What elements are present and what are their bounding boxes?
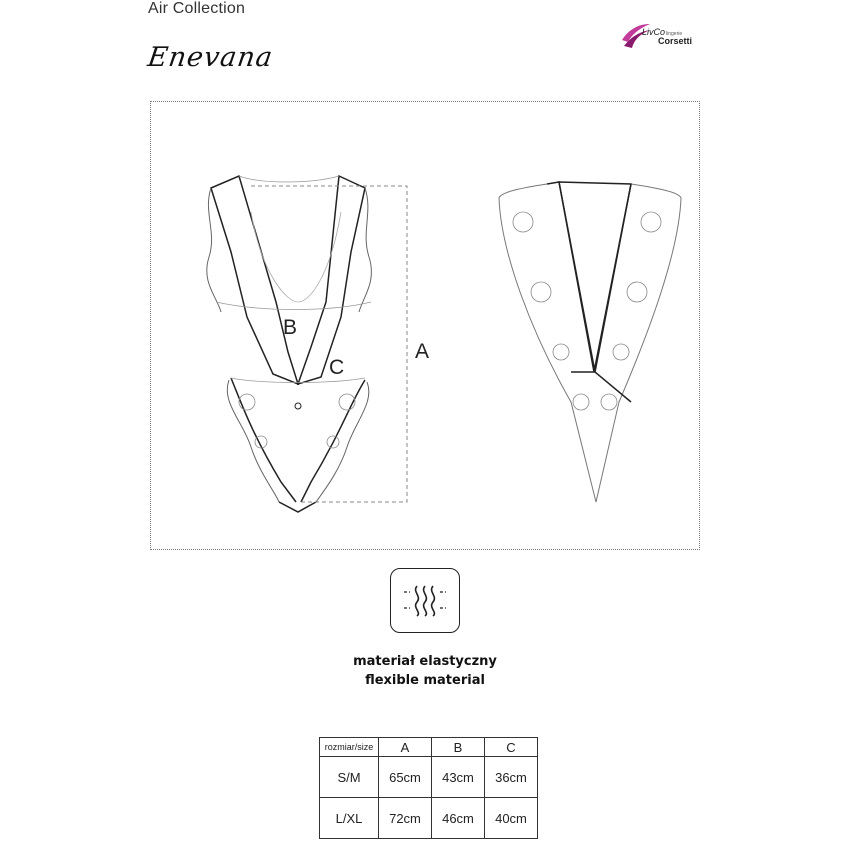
table-row <box>320 757 538 798</box>
product-name: Enevana <box>145 42 276 73</box>
size-value: 36cm <box>485 757 538 798</box>
size-label: L/XL <box>320 798 379 839</box>
back-view-drawing <box>499 182 681 502</box>
size-table-header <box>320 738 538 757</box>
size-table <box>319 737 538 839</box>
dimension-c-label: C <box>329 356 345 379</box>
size-label: S/M <box>320 757 379 798</box>
column-header-a: A <box>379 738 432 757</box>
size-value: 40cm <box>485 798 538 839</box>
front-view-drawing <box>207 176 372 512</box>
stretch-fabric-icon <box>390 568 460 633</box>
size-value: 72cm <box>379 798 432 839</box>
column-header-b: B <box>432 738 485 757</box>
dimension-a-label: A <box>415 340 430 363</box>
material-label-en: flexible material <box>365 673 485 688</box>
material-label-pl: materiał elastyczny <box>353 654 497 669</box>
collection-title: Air Collection <box>148 0 246 17</box>
size-value: 43cm <box>432 757 485 798</box>
dimension-b-label: B <box>283 316 298 339</box>
brand-name-livco: LivCo <box>642 27 666 37</box>
brand-logo <box>620 16 700 56</box>
size-table-corner: rozmiar/size <box>320 738 379 757</box>
garment-diagram <box>150 101 700 550</box>
brand-subtitle: lingerie <box>666 31 683 37</box>
dimension-a-line <box>251 186 407 502</box>
size-value: 65cm <box>379 757 432 798</box>
column-header-c: C <box>485 738 538 757</box>
brand-name-corsetti: Corsetti <box>658 36 693 46</box>
size-value: 46cm <box>432 798 485 839</box>
table-row <box>320 798 538 839</box>
